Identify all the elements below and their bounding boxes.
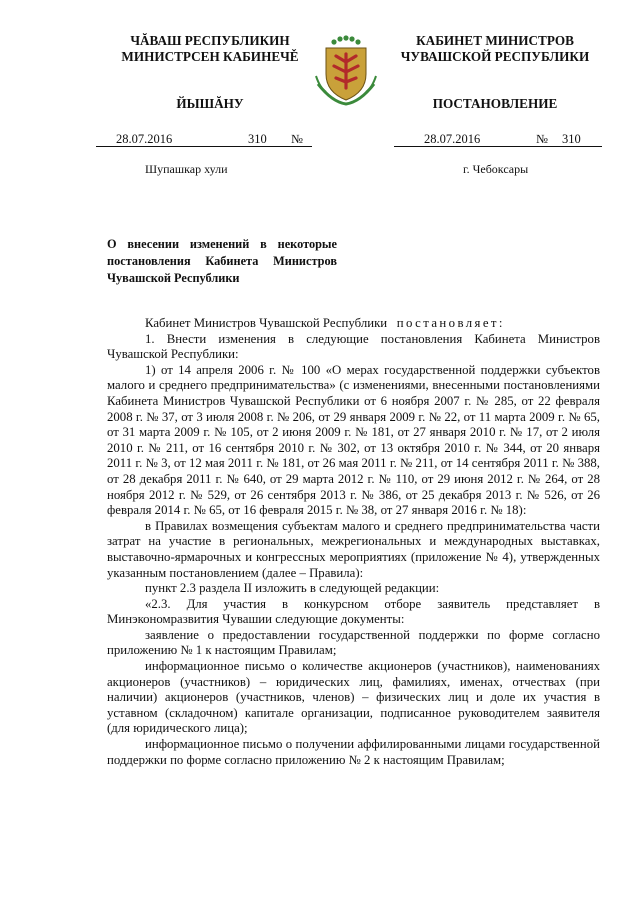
doc-date-right: 28.07.2016 bbox=[424, 132, 481, 146]
body-paragraph: 1) от 14 апреля 2006 г. № 100 «О мерах государственной поддержки субъектов малого и среднего предпринимательства» (с изменениями, внесенными постановлениями Кабинета Министров Чувашской Республики от 6 ноября 2007 г. № 285, от 22 февраля 2008 г. № 37, от 3 июля 2008 г. № 206, от 29 января 2009 г. № 22, от 11 марта 2009 г. № 65, от 31 марта 2009 г. № 105, от 2 июня 2009 г. № 181, от 27 января 2010 г. № 17, от 2 июля 2010 г. № 211, от 16 сентября 2010 г. № 302, от 13 октября 2010 г. № 344, от 20 января 2011 г. № 3, от 12 мая 2011 г. № 181, от 26 мая 2011 г. № 211, от 14 сентября 2011 г. № 388, от 28 декабря 2011 г. № 640, от 29 марта 2012 г. № 110, от 29 июня 2012 г. № 264, от 28 ноября 2012 г. № 529, от 26 сентября 2013 г. № 386, от 25 декабря 2013 г. № 526, от 26 февраля 2014 г. № 65, от 16 февраля 2015 г. № 38, от 27 января 2016 г. № 18): bbox=[107, 362, 600, 518]
document-body bbox=[107, 316, 600, 768]
body-paragraph: пункт 2.3 раздела II изложить в следующей редакции: bbox=[145, 581, 440, 596]
doc-type-chuvash: ЙЫШĂНУ bbox=[176, 96, 244, 111]
header-left-line1: ЧĂВАШ РЕСПУБЛИКИН bbox=[130, 33, 290, 48]
body-paragraph: заявление о предоставлении государственной поддержки по форме согласно приложению № 1 к настоящим Правилам; bbox=[107, 627, 600, 658]
body-paragraph: 1. Внести изменения в следующие постановления Кабинета Министров Чувашской Республики: bbox=[107, 331, 600, 362]
number-sign-right: № bbox=[536, 132, 548, 146]
header-right-line1: КАБИНЕТ МИНИСТРОВ bbox=[416, 33, 574, 48]
body-paragraph: информационное письмо о получении аффилированными лицами государственной поддержки по форме согласно приложению № 2 к настоящим Правилам; bbox=[107, 737, 600, 767]
header-chuvash bbox=[90, 33, 330, 65]
emblem-hops bbox=[331, 35, 360, 44]
document-title: О внесении изменений в некоторые постановления Кабинета Министров Чувашской Республики bbox=[107, 237, 337, 285]
doc-number-left: 310 bbox=[248, 132, 267, 146]
body-paragraph: в Правилах возмещения субъектам малого и среднего предпринимательства части затрат на участие в региональных, межрегиональных и международных выставках, выставочно-ярмарочных и конгрессных мероприятиях (приложение № 4), утвержденных указанным постановлением (далее – Правила): bbox=[107, 518, 600, 580]
city-russian: г. Чебоксары bbox=[463, 162, 529, 176]
doc-number-line-left bbox=[96, 132, 312, 147]
intro-text: Кабинет Министров Чувашской Республики bbox=[145, 316, 388, 330]
doc-type-russian: ПОСТАНОВЛЕНИЕ bbox=[432, 96, 558, 111]
number-sign-left: № bbox=[291, 132, 303, 146]
doc-number-line-right bbox=[394, 132, 602, 147]
intro-resolves: постановляет: bbox=[396, 316, 505, 330]
body-paragraph: «2.3. Для участия в конкурсном отборе заявитель представляет в Минэкономразвития Чувашии следующие документы: bbox=[107, 596, 600, 627]
header-right-line2: ЧУВАШСКОЙ РЕСПУБЛИКИ bbox=[400, 49, 590, 64]
doc-number-right: 310 bbox=[562, 132, 581, 146]
body-paragraph: информационное письмо о количестве акционеров (участников), наименованиях акционеров (участников) – юридических лиц, фамилиях, именах, отчествах (при наличии) акционеров (участников, членов) – физических лиц и доле их участия в уставном (складочном) капитале организации, подписанное руководителем заявителя (для юридического лица); bbox=[107, 659, 600, 736]
city-chuvash: Шупашкар хули bbox=[145, 162, 228, 176]
intro-paragraph bbox=[107, 316, 600, 332]
header-left-line2: МИНИСТРСЕН КАБИНЕЧĚ bbox=[121, 49, 299, 64]
header-russian bbox=[378, 33, 612, 65]
doc-date-left: 28.07.2016 bbox=[116, 132, 173, 146]
